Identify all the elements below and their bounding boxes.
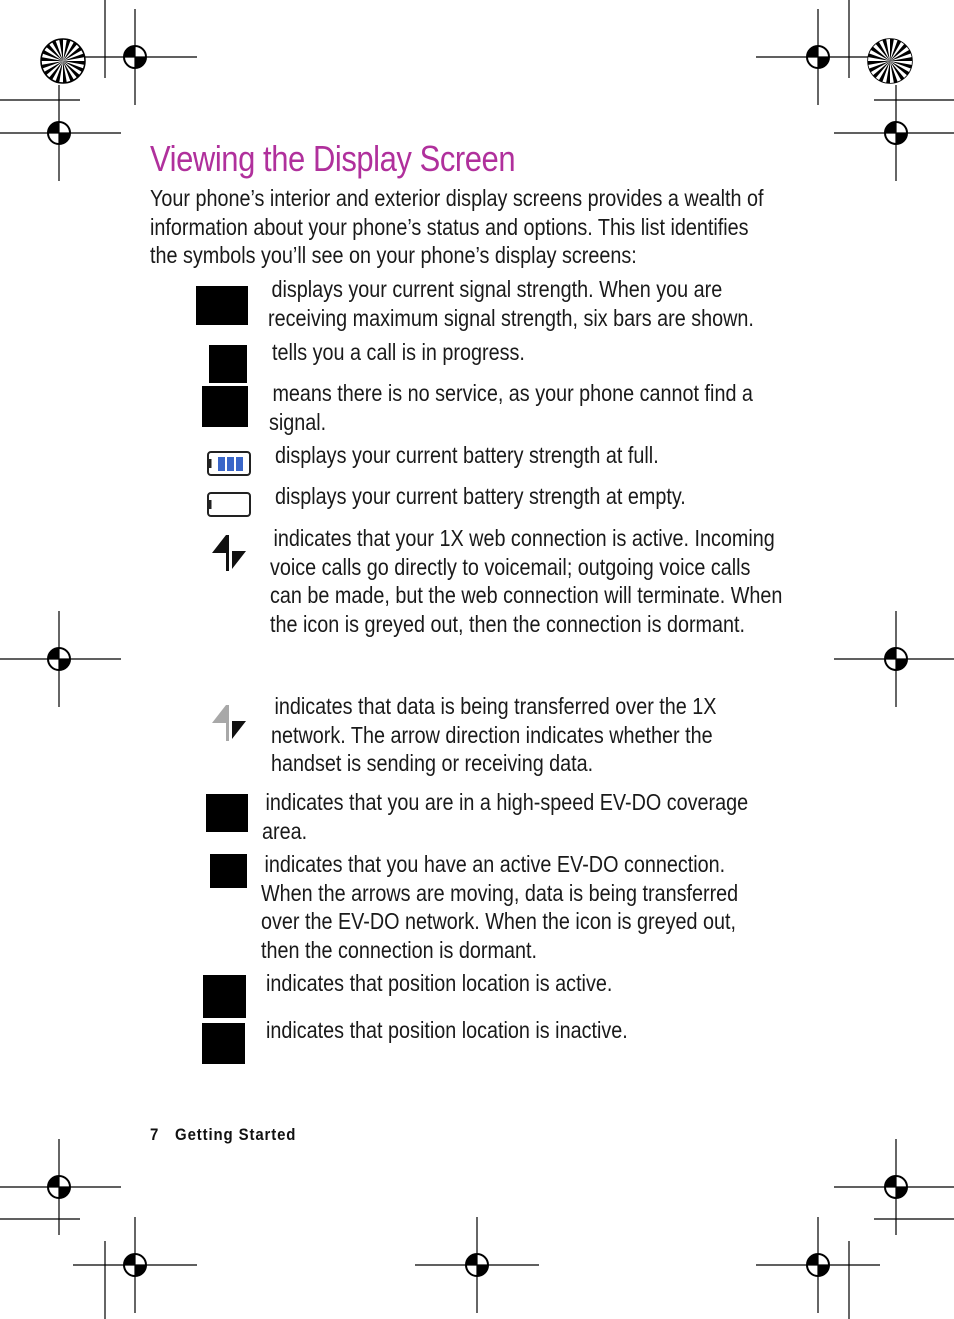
list-item-text: means there is no service, as your phone cannot find a signal.	[269, 380, 753, 435]
evdo-connection-icon	[210, 854, 247, 888]
starburst-mark-icon	[868, 39, 912, 83]
location-inactive-icon	[202, 1023, 245, 1064]
list-item-text: displays your current battery strength at full.	[275, 442, 659, 468]
section-name: Getting Started	[175, 1125, 297, 1144]
registration-mark-icon	[756, 1217, 880, 1313]
location-active-icon	[203, 975, 246, 1018]
intro-paragraph: Your phone’s interior and exterior display screens provides a wealth of information about your phone’s status and options. This list identifies the symbols you’ll see on your phone’s display screens:	[150, 185, 764, 268]
list-item-text: indicates that your 1X web connection is active. Incoming voice calls go directly to voicemail; outgoing voice calls can be made, but the web connection will terminate. When the icon is greyed out, then the connection is dormant.	[270, 525, 783, 637]
no-service-icon	[202, 386, 248, 427]
registration-mark-icon	[834, 611, 954, 707]
signal-strength-icon	[196, 286, 248, 325]
1x-transfer-icon	[208, 701, 250, 743]
battery-empty-icon	[207, 490, 253, 518]
page-title: Viewing the Display Screen	[150, 138, 516, 179]
starburst-mark-icon	[41, 39, 85, 83]
list-item-text: displays your current battery strength at empty.	[275, 483, 686, 509]
evdo-coverage-icon	[206, 794, 248, 832]
registration-mark-icon	[73, 1217, 197, 1313]
1x-active-icon	[208, 531, 250, 573]
battery-full-icon	[207, 449, 253, 477]
call-in-progress-icon	[209, 345, 247, 383]
list-item-text: indicates that position location is active.	[266, 970, 613, 996]
list-item-text: indicates that position location is inactive.	[266, 1017, 628, 1043]
list-item-text: displays your current signal strength. When you are receiving maximum signal strength, six bars are shown.	[268, 276, 754, 331]
list-item-text: indicates that you have an active EV-DO connection. When the arrows are moving, data is being transferred over the EV-DO network. When the icon is greyed out, then the connection is dormant.	[261, 851, 739, 963]
registration-mark-icon	[415, 1217, 539, 1313]
page-footer	[150, 1125, 296, 1145]
list-item-text: indicates that data is being transferred over the 1X network. The arrow direction indicates whether the handset is sending or receiving data.	[271, 693, 717, 776]
registration-mark-icon	[0, 611, 121, 707]
registration-mark-icon	[756, 9, 880, 105]
list-item-text: tells you a call is in progress.	[272, 339, 525, 365]
list-item-text: indicates that you are in a high-speed EV-DO coverage area.	[262, 789, 749, 844]
registration-mark-icon	[834, 1139, 954, 1235]
page-number: 7	[150, 1125, 160, 1144]
registration-mark-icon	[73, 9, 197, 105]
registration-mark-icon	[0, 1139, 121, 1235]
